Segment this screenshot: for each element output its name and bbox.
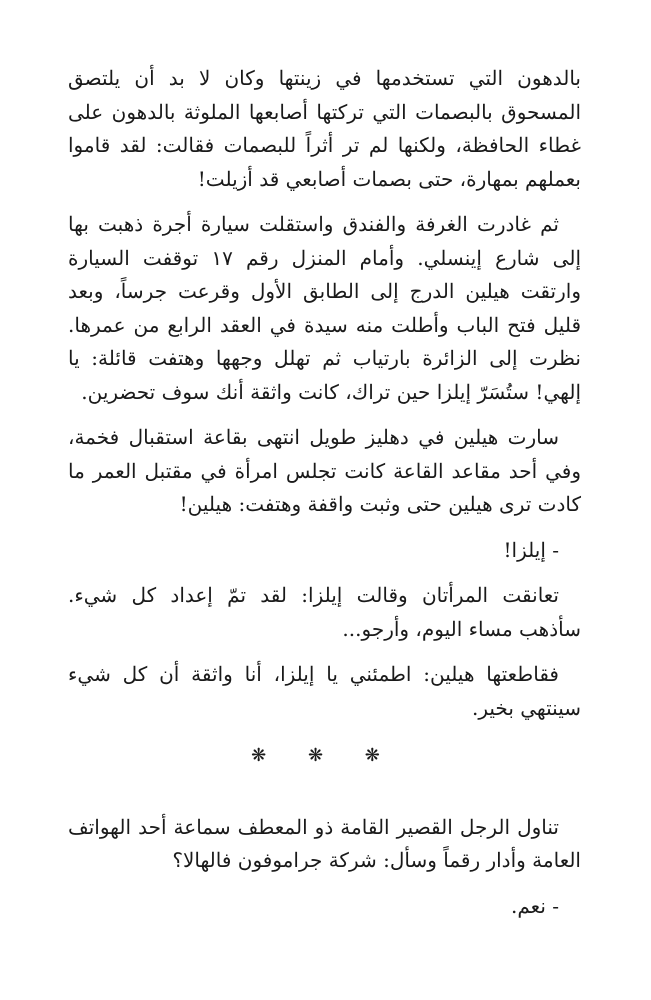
paragraph-taxi-ride: ثم غادرت الغرفة والفندق واستقلت سيارة أجرة ذهبت بها إلى شارع إينسلي. وأمام المنزل رقم ١٧ توقفت السيارة وارتقت هيلين الدرج إلى الطابق الأول وقرعت جرساً، وبعد قليل فتح الباب وأطلت منه سيدة في العقد الرابع من عمرها. نظرت إلى الزائرة بارتياب ثم تهلل وجهها وهتفت قائلة: يا إلهي! ستُسَرّ إيلزا حين تراك، كانت واثقة أنك سوف تحضرين. xyxy=(68,212,582,404)
section-separator: ❋ ❋ ❋ xyxy=(251,745,398,766)
paragraph-reassurance: فقاطعتها هيلين: اطمئني يا إيلزا، أنا واثقة أن كل شيء سينتهي بخير. xyxy=(68,662,581,720)
paragraph-phone-call: تناول الرجل القصير القامة ذو المعطف سماعة أحد الهواتف العامة وأدار رقماً وسأل: شركة جراموفون فالهالا؟ xyxy=(68,814,581,872)
paragraph-reception-hall: سارت هيلين في دهليز طويل انتهى بقاعة استقبال فخمة، وفي أحد مقاعد القاعة كانت تجلس امرأة في مقتبل العمر ما كادت ترى هيلين حتى وثبت واقفة وهتفت: هيلين! xyxy=(68,425,581,516)
dialog-line-yes: - نعم. xyxy=(511,893,559,918)
paragraph-makeup-powder: بالدهون التي تستخدمها في زينتها وكان لا بد أن يلتصق المسحوق بالبصمات التي تركتها أصابعها الملوثة بالدهون على غطاء الحافظة، ولكنها لم تر أثراً للبصمات فقالت: لقد قاموا بعملهم بمهارة، حتى بصمات أصابعي قد أزيلت! xyxy=(68,66,581,191)
dialog-line-ilsa: - إيلزا! xyxy=(503,537,559,562)
book-page xyxy=(68,62,581,935)
paragraph-embrace: تعانقت المرأتان وقالت إيلزا: لقد تمّ إعداد كل شيء. سأذهب مساء اليوم، وأرجو... xyxy=(68,583,581,641)
